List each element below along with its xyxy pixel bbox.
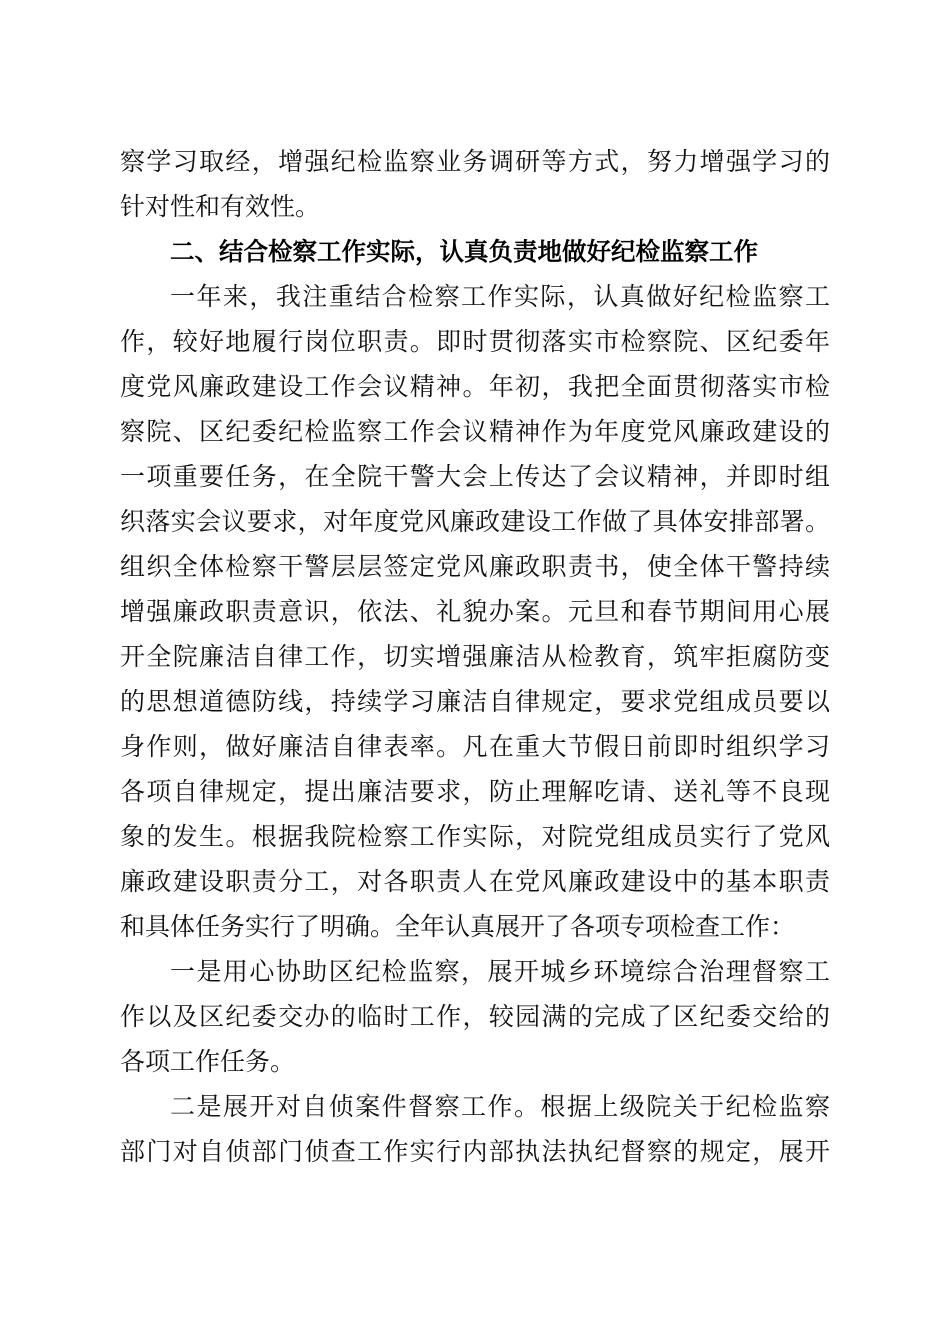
paragraph-1-line-2: 作，较好地履行岗位职责。即时贯彻落实市检察院、区纪委年 bbox=[120, 327, 830, 356]
paragraph-1-line-14: 廉政建设职责分工，对各职责人在党风廉政建设中的基本职责 bbox=[120, 867, 830, 896]
section-heading: 二、结合检察工作实际，认真负责地做好纪检监察工作 bbox=[170, 237, 758, 266]
paragraph-1-line-15: 和具体任务实行了明确。全年认真展开了各项专项检查工作： bbox=[120, 912, 796, 941]
paragraph-1-line-9: 开全院廉洁自律工作，切实增强廉洁从检教育，筑牢拒腐防变 bbox=[120, 642, 830, 671]
paragraph-1-line-13: 象的发生。根据我院检察工作实际，对院党组成员实行了党风 bbox=[120, 822, 830, 851]
paragraph-0-line-2: 针对性和有效性。 bbox=[120, 192, 321, 221]
paragraph-1-line-4: 察院、区纪委纪检监察工作会议精神作为年度党风廉政建设的 bbox=[120, 417, 830, 446]
paragraph-1-line-10: 的思想道德防线，持续学习廉洁自律规定，要求党组成员要以 bbox=[120, 687, 830, 716]
paragraph-1-line-3: 度党风廉政建设工作会议精神。年初，我把全面贯彻落实市检 bbox=[120, 372, 830, 401]
paragraph-3-line-2: 部门对自侦部门侦查工作实行内部执法执纪督察的规定，展开 bbox=[120, 1137, 830, 1166]
paragraph-1-line-1: 一年来，我注重结合检察工作实际，认真做好纪检监察工 bbox=[170, 282, 830, 311]
paragraph-2-line-3: 各项工作任务。 bbox=[120, 1047, 296, 1076]
paragraph-3-line-1: 二是展开对自侦案件督察工作。根据上级院关于纪检监察 bbox=[170, 1092, 830, 1121]
paragraph-0-line-1: 察学习取经，增强纪检监察业务调研等方式，努力增强学习的 bbox=[120, 147, 830, 176]
paragraph-1-line-11: 身作则，做好廉洁自律表率。凡在重大节假日前即时组织学习 bbox=[120, 732, 830, 761]
paragraph-1-line-7: 组织全体检察干警层层签定党风廉政职责书，使全体干警持续 bbox=[120, 552, 830, 581]
paragraph-2-line-1: 一是用心协助区纪检监察，展开城乡环境综合治理督察工 bbox=[170, 957, 830, 986]
paragraph-2-line-2: 作以及区纪委交办的临时工作，较园满的完成了区纪委交给的 bbox=[120, 1002, 830, 1031]
paragraph-1-line-12: 各项自律规定，提出廉洁要求，防止理解吃请、送礼等不良现 bbox=[120, 777, 830, 806]
paragraph-1-line-5: 一项重要任务，在全院干警大会上传达了会议精神，并即时组 bbox=[120, 462, 830, 491]
paragraph-1-line-6: 织落实会议要求，对年度党风廉政建设工作做了具体安排部署。 bbox=[120, 507, 830, 536]
paragraph-1-line-8: 增强廉政职责意识，依法、礼貌办案。元旦和春节期间用心展 bbox=[120, 597, 830, 626]
